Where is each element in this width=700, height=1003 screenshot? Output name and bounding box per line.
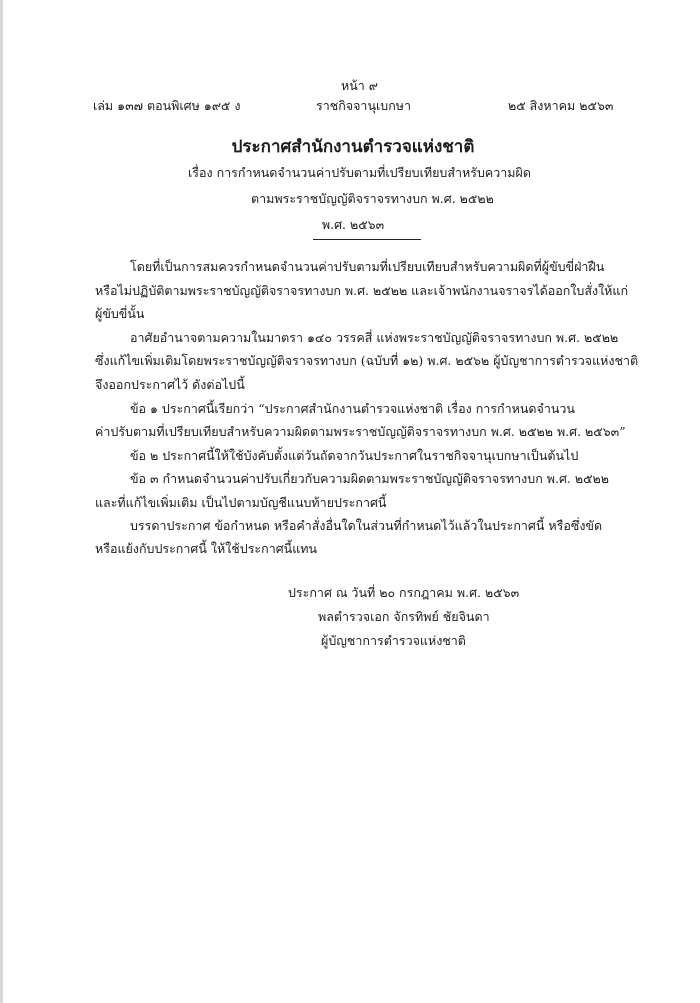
title-divider <box>313 239 421 240</box>
body-line: ข้อ ๒ ประกาศนี้ให้ใช้บังคับตั้งแต่วันถัดจากวันประกาศในราชกิจจานุเบกษาเป็นต้นไป <box>130 448 579 463</box>
gazette-volume: เล่ม ๑๓๗ ตอนพิเศษ ๑๙๕ ง <box>93 98 241 113</box>
page-title: ประกาศสำนักงานตำรวจแห่งชาติ <box>231 137 475 157</box>
page-number: หน้า ๙ <box>341 78 378 93</box>
body-line: ผู้ขับขี่นั้น <box>95 306 145 321</box>
body-line: บรรดาประกาศ ข้อกำหนด หรือคำสั่งอื่นใดในส่วนที่กำหนดไว้แล้วในประกาศนี้ หรือซึ่งขัด <box>130 518 603 533</box>
body-line: ข้อ ๑ ประกาศนี้เรียกว่า “ประกาศสำนักงานตำรวจแห่งชาติ เรื่อง การกำหนดจำนวน <box>130 401 575 416</box>
signature-date: ประกาศ ณ วันที่ ๒๐ กรกฎาคม พ.ศ. ๒๕๖๓ <box>288 585 520 600</box>
body-line: หรือแย้งกับประกาศนี้ ให้ใช้ประกาศนี้แทน <box>95 541 318 556</box>
body-line: โดยที่เป็นการสมควรกำหนดจำนวนค่าปรับตามที่เปรียบเทียบสำหรับความผิดที่ผู้ขับขี่ฝ่าฝืน <box>130 259 605 274</box>
body-line: จึงออกประกาศไว้ ดังต่อไปนี้ <box>95 377 245 392</box>
subject-line-2: ตามพระราชบัญญัติจราจรทางบก พ.ศ. ๒๕๒๒ <box>251 191 494 206</box>
body-line: หรือไม่ปฏิบัติตามพระราชบัญญัติจราจรทางบก พ.ศ. ๒๕๒๒ และเจ้าพนักงานจราจรได้ออกใบสั่งให้แก่ <box>95 283 629 298</box>
gazette-date: ๒๕ สิงหาคม ๒๕๖๓ <box>508 98 614 113</box>
body-line: ข้อ ๓ กำหนดจำนวนค่าปรับเกี่ยวกับความผิดตามพระราชบัญญัติจราจรทางบก พ.ศ. ๒๕๒๒ <box>130 471 610 486</box>
signatory-position: ผู้บัญชาการตำรวจแห่งชาติ <box>321 633 466 648</box>
body-line: ค่าปรับตามที่เปรียบเทียบสำหรับความผิดตามพระราชบัญญัติจราจรทางบก พ.ศ. ๒๕๒๒ พ.ศ. ๒๕๖๓” <box>95 424 626 439</box>
gazette-name: ราชกิจจานุเบกษา <box>316 98 412 113</box>
body-line: อาศัยอำนาจตามความในมาตรา ๑๔๐ วรรคสี่ แห่งพระราชบัญญัติจราจรทางบก พ.ศ. ๒๕๒๒ <box>130 330 619 345</box>
subject-line-1: เรื่อง การกำหนดจำนวนค่าปรับตามที่เปรียบเทียบสำหรับความผิด <box>188 165 531 180</box>
signatory-name: พลตำรวจเอก จักรทิพย์ ชัยจินดา <box>318 609 490 624</box>
body-line: ซึ่งแก้ไขเพิ่มเติมโดยพระราชบัญญัติจราจรทางบก (ฉบับที่ ๑๒) พ.ศ. ๒๕๖๒ ผู้บัญชาการตำรวจแห่งชาติ <box>95 353 639 368</box>
subject-year: พ.ศ. ๒๕๖๓ <box>321 217 385 232</box>
body-line: และที่แก้ไขเพิ่มเติม เป็นไปตามบัญชีแนบท้ายประกาศนี้ <box>95 495 387 510</box>
